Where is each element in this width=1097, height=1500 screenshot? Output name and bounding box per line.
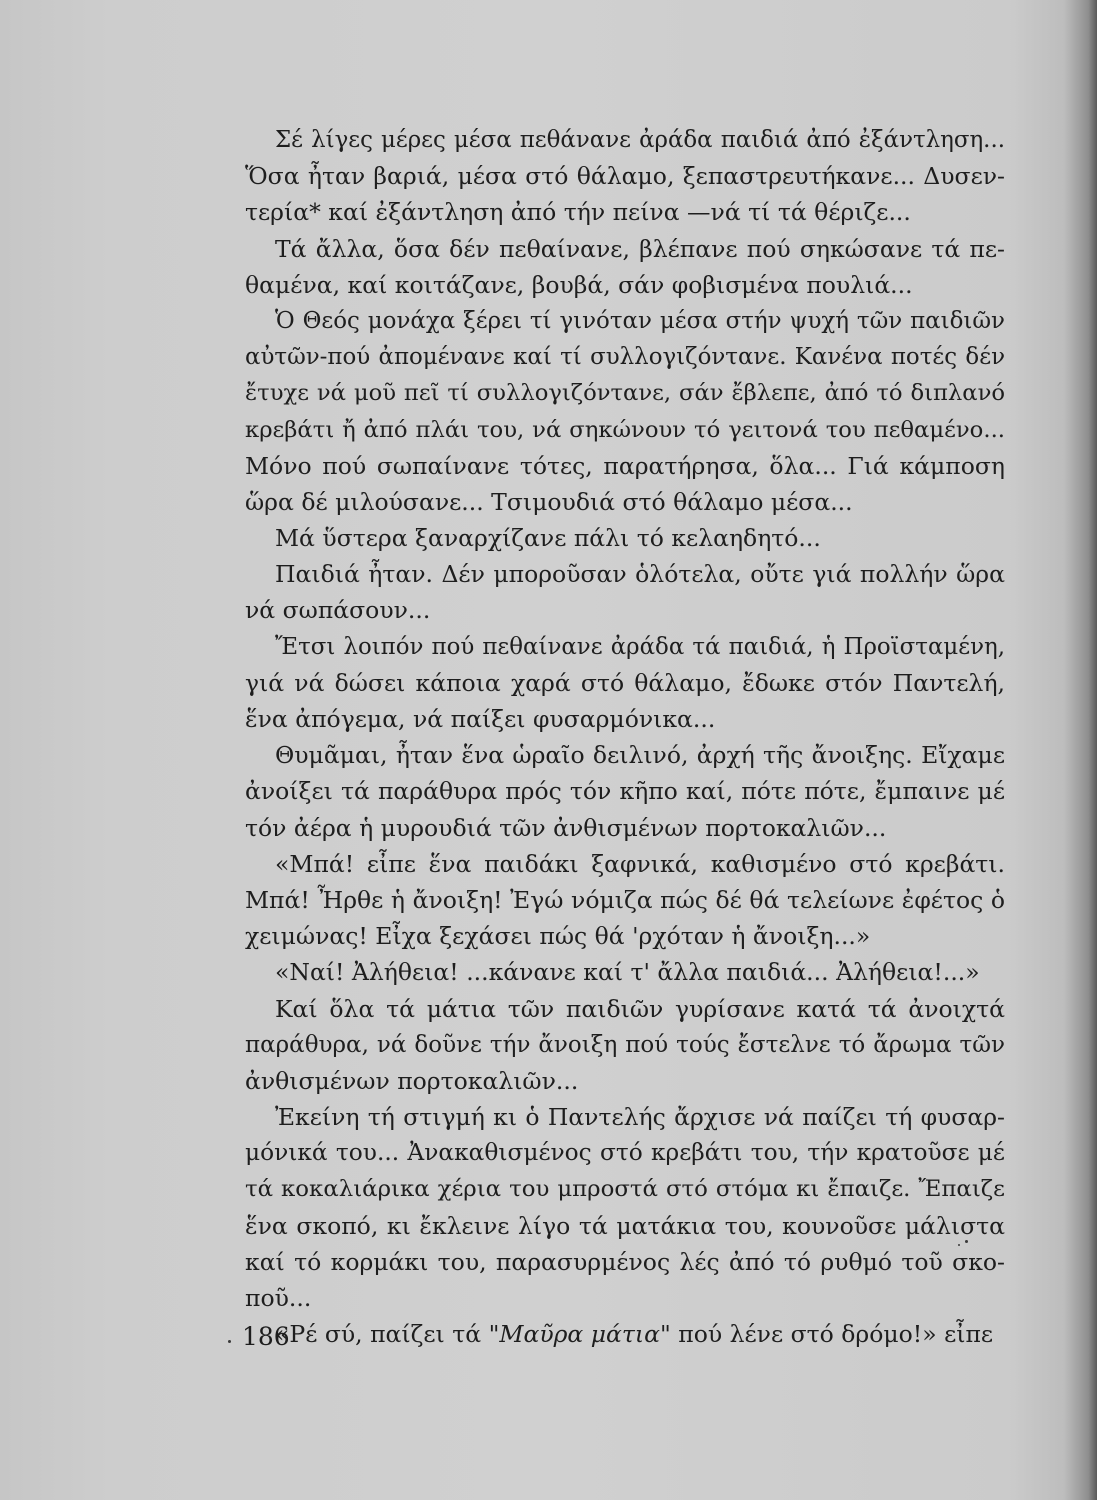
text-line: Μπά! Ἦρθε ἡ ἄνοιξη! Ἐγώ νόμιζα πώς δέ θά τελείωνε ἐφέτος ὁ (245, 885, 1005, 914)
text-line: Ἐκείνη τή στιγμή κι ὁ Παντελής ἄρχισε νά παίζει τή φυσαρ- (275, 1103, 1005, 1132)
scan-speck (958, 1244, 960, 1246)
body-text (245, 122, 1005, 1352)
text-line: Τά ἄλλα, ὅσα δέν πεθαίνανε, βλέπανε πού σηκώσανε τά πε- (275, 234, 1005, 263)
text-line: θαμένα, καί κοιτάζανε, βουβά, σάν φοβισμένα πουλιά... (245, 270, 913, 299)
text-line: τερία* καί ἐξάντληση ἀπό τήν πείνα —νά τί τά θέριζε... (245, 198, 911, 227)
text-line: καί τό κορμάκι του, παρασυρμένος λές ἀπό τό ρυθμό τοῦ σκο- (245, 1247, 1005, 1276)
text-line: ὥρα δέ μιλούσανε... Τσιμουδιά στό θάλαμο μέσα... (245, 487, 853, 516)
text-line: Καί ὅλα τά μάτια τῶν παιδιῶν γυρίσανε κατά τά ἀνοιχτά (275, 994, 1005, 1023)
text-line: ἔτυχε νά μοῦ πεῖ τί συλλογιζόντανε, σάν ἔβλεπε, ἀπό τό διπλανό (245, 380, 1005, 407)
text-line: ἀνθισμένων πορτοκαλιῶν... (245, 1066, 579, 1095)
text-line: αὐτῶν-πού ἀπομένανε καί τί συλλογιζόντανε. Κανένα ποτές δέν (245, 344, 1005, 371)
text-line: Μά ὕστερα ξαναρχίζανε πάλι τό κελαηδητό... (275, 524, 821, 553)
text-line: κρεβάτι ἤ ἀπό πλάι του, νά σηκώνουν τό γειτονά του πεθαμένο... (245, 416, 1005, 443)
text-line: τόν ἀέρα ἡ μυρουδιά τῶν ἀνθισμένων πορτοκαλιῶν... (245, 813, 887, 842)
text-line: Θυμᾶμαι, ἦταν ἕνα ὡραῖο δειλινό, ἀρχή τῆς ἄνοιξης. Εἴχαμε (275, 741, 1005, 770)
final-line (245, 1316, 1005, 1352)
page-number: 186 (242, 1322, 290, 1351)
text-line: τά κοκαλιάρικα χέρια του μπροστά στό στόμα κι ἔπαιζε. Ἔπαιζε (245, 1176, 1005, 1203)
text-line: νά σωπάσουν... (245, 596, 431, 625)
text-line: Ὅσα ἦταν βαριά, μέσα στό θάλαμο, ξεπαστρευτήκανε... Δυσεν- (245, 162, 1005, 191)
text-line: Παιδιά ἦταν. Δέν μποροῦσαν ὁλότελα, οὔτε γιά πολλήν ὥρα (275, 560, 1005, 589)
scan-speck (228, 1340, 231, 1343)
text-line: γιά νά δώσει κάποια χαρά στό θάλαμο, ἔδωκε στόν Παντελή, (245, 668, 1005, 697)
text-line: Σέ λίγες μέρες μέσα πεθάνανε ἀράδα παιδιά ἀπό ἐξάντληση... (275, 127, 1005, 153)
final-line-after: πού λένε στό δρόμο!» εἶπε (670, 1320, 994, 1349)
text-line: Ὁ Θεός μονάχα ξέρει τί γινόταν μέσα στήν ψυχή τῶν παιδιῶν (275, 307, 1005, 334)
text-line: «Μπά! εἶπε ἕνα παιδάκι ξαφνικά, καθισμένο στό κρεβάτι. (275, 849, 1005, 878)
text-line: ἀνοίξει τά παράθυρα πρός τόν κῆπο καί, πότε πότε, ἔμπαινε μέ (245, 777, 1005, 806)
text-line: παράθυρα, νά δοῦνε τήν ἄνοιξη πού τούς ἔστελνε τό ἄρωμα τῶν (245, 1031, 1005, 1058)
final-line-italic-title: "Μαῦρα μάτια" (488, 1320, 671, 1349)
text-line: Ἔτσι λοιπόν πού πεθαίνανε ἀράδα τά παιδιά, ἡ Προϊσταμένη, (275, 633, 1005, 660)
text-line: ποῦ... (245, 1284, 312, 1312)
text-line: ἕνα ἀπόγεμα, νά παίξει φυσαρμόνικα... (245, 705, 716, 733)
text-line: Μόνο πού σωπαίνανε τότες, παρατήρησα, ὅλα... Γιά κάμποση (245, 451, 1005, 480)
text-line: «Ναί! Ἀλήθεια! ...κάνανε καί τ' ἄλλα παιδιά... Ἀλήθεια!...» (275, 958, 980, 987)
text-line: μόνικά του... Ἀνακαθισμένος στό κρεβάτι του, τήν κρατοῦσε μέ (245, 1139, 1005, 1167)
scan-speck (965, 1240, 968, 1243)
text-line: ἕνα σκοπό, κι ἔκλεινε λίγο τά ματάκια του, κουνοῦσε μάλιστα (245, 1211, 1005, 1240)
text-line: χειμώνας! Εἶχα ξεχάσει πώς θά 'ρχόταν ἡ ἄνοιξη...» (245, 922, 871, 951)
final-line-before: «Ρέ σύ, παίζει τά (275, 1320, 489, 1349)
